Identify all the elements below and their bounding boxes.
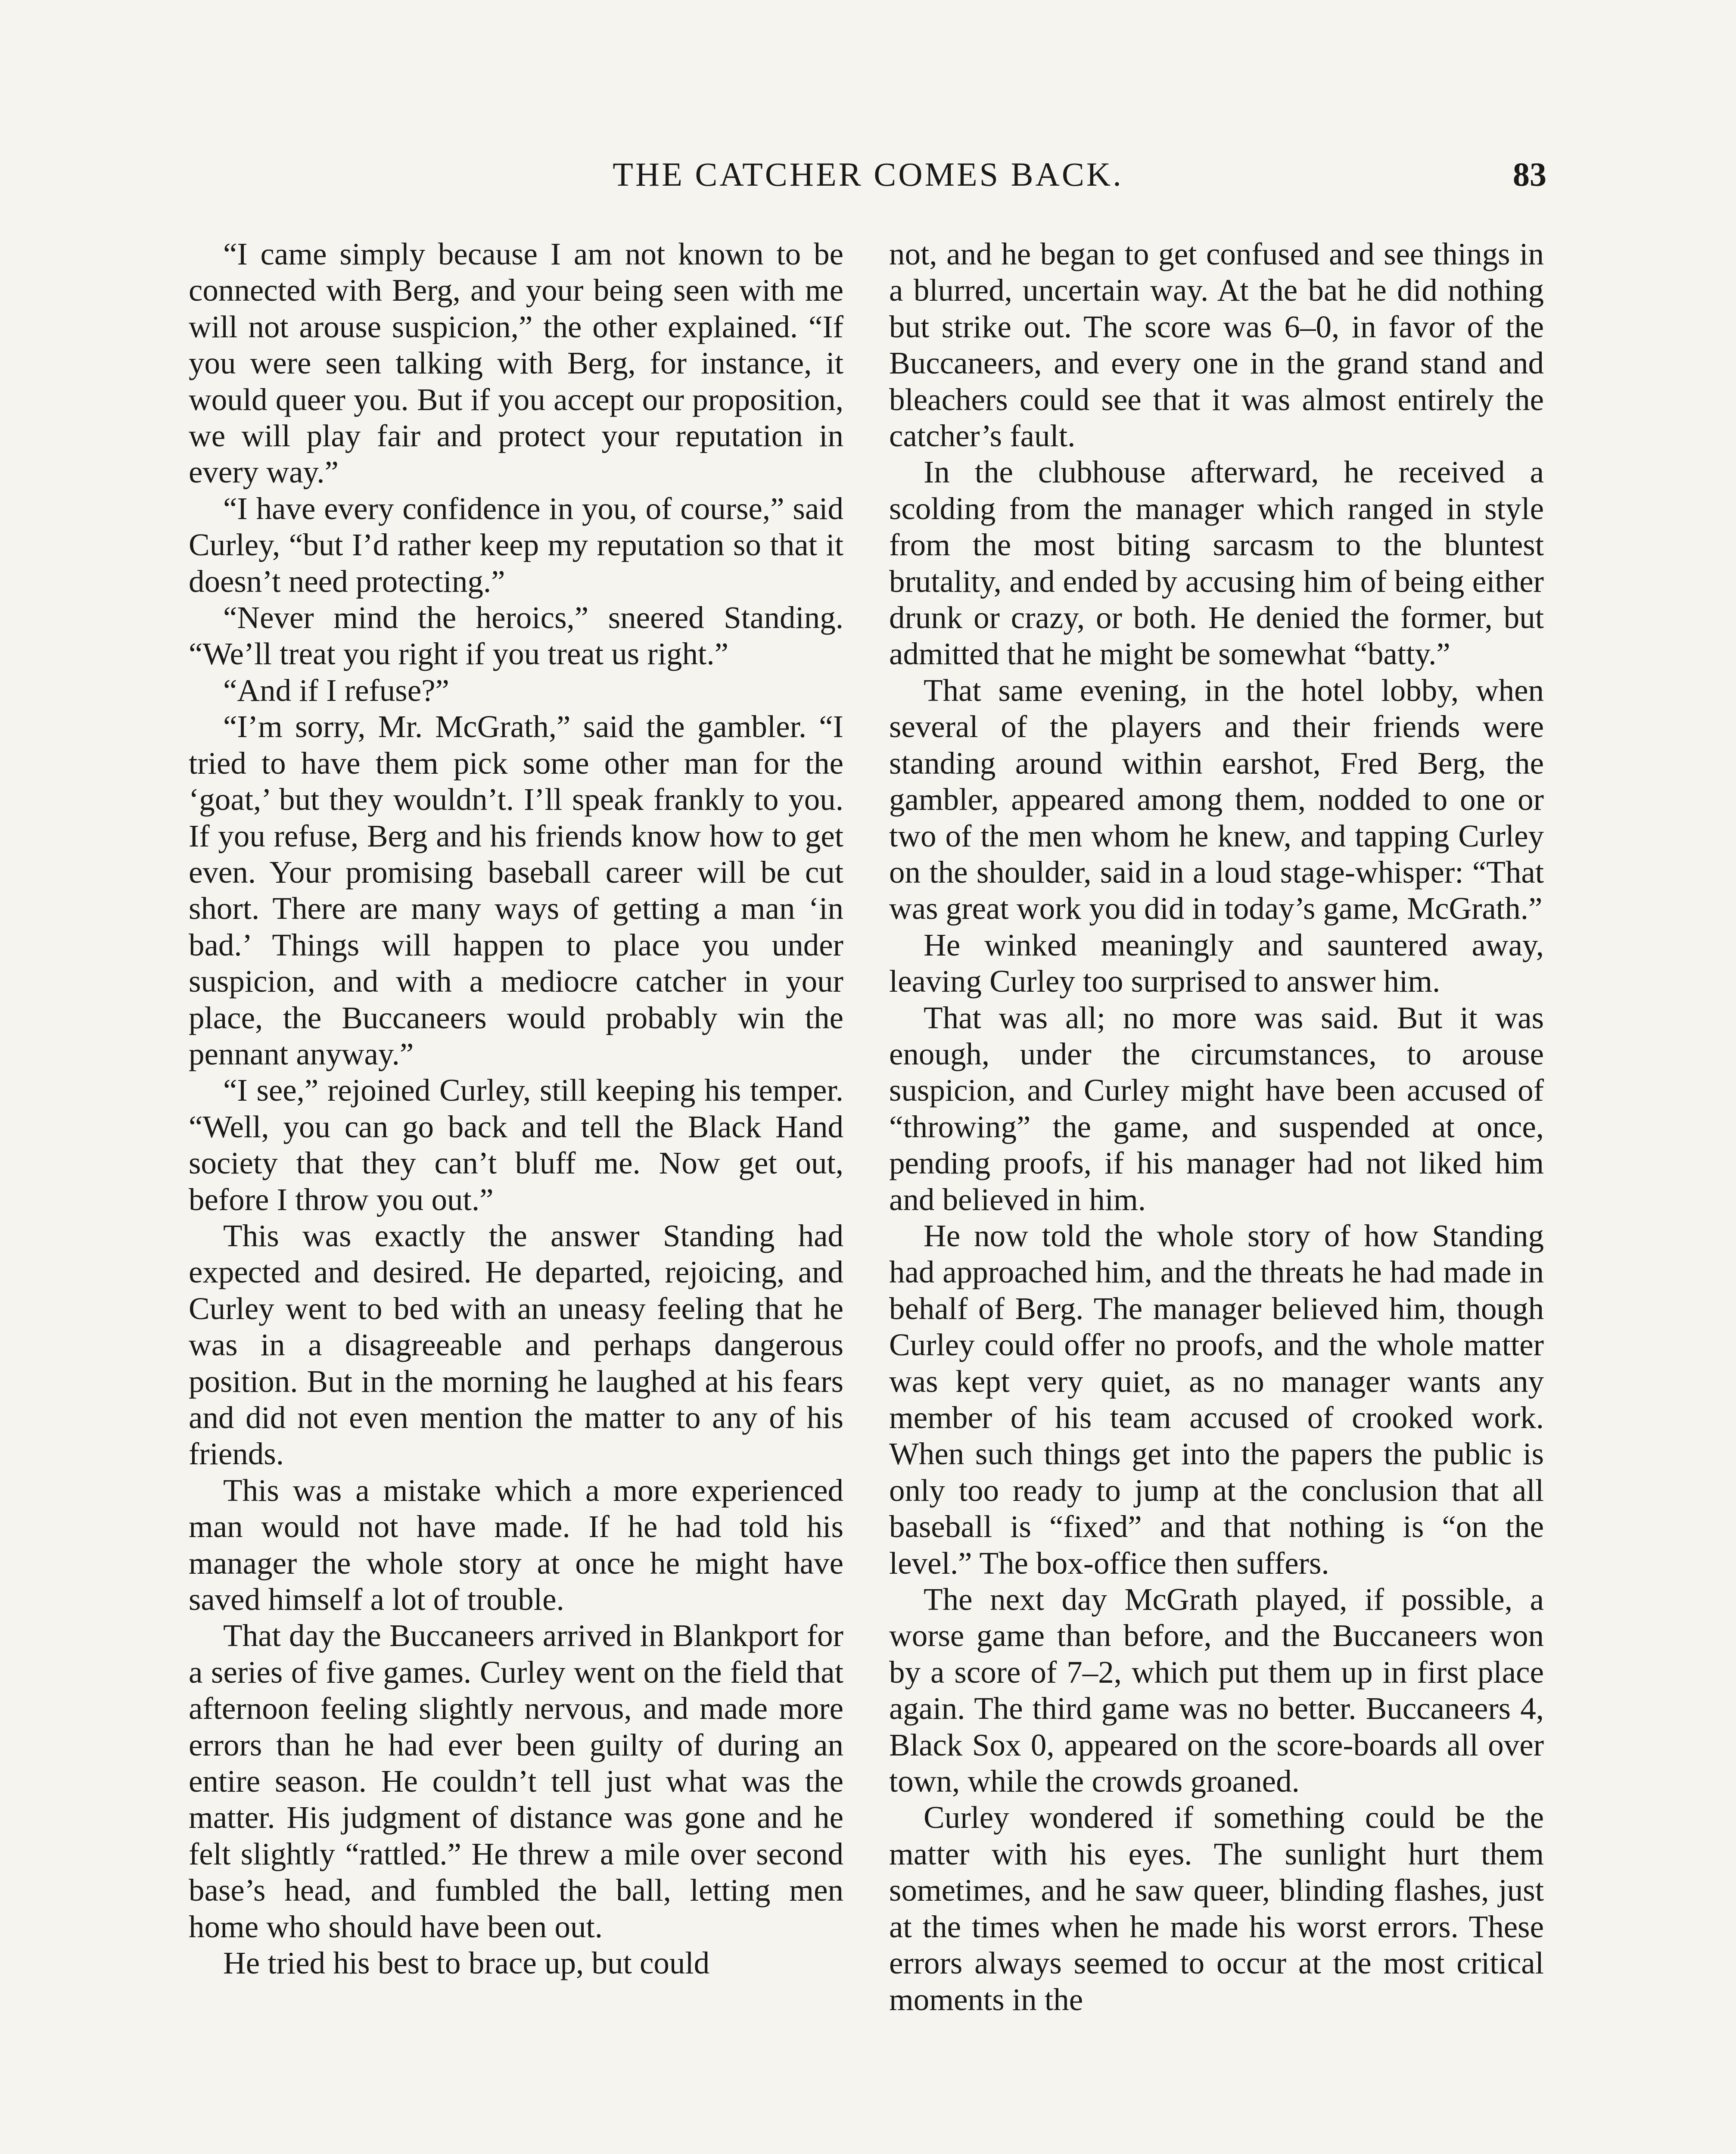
chapter-title: THE CATCHER COMES BACK. (613, 156, 1123, 193)
paragraph: That same evening, in the hotel lobby, when several of the players and their friends were standing around within earshot, Fred Berg, the gambler, appeared among them, nodded to one or two of the men whom he knew, and tapping Curley on the shoulder, said in a loud stage-whisper: “That was great work you did in today’s game, McGrath.” (889, 672, 1544, 926)
paragraph: This was exactly the answer Standing had expected and desired. He departed, rejoicing, and Curley went to bed with an uneasy feeling that he was in a disagreeable and perhaps dangerous position. But in the morning he laughed at his fears and did not even mention the matter to any of his friends. (189, 1218, 843, 1472)
page-number: 83 (1513, 156, 1546, 193)
paragraph: “I’m sorry, Mr. McGrath,” said the gambler. “I tried to have them pick some other man for the ‘goat,’ but they wouldn’t. I’ll speak frankly to you. If you refuse, Berg and his friends know how to get even. Your promising baseball career will be cut short. There are many ways of getting a man ‘in bad.’ Things will happen to place you under suspicion, and with a mediocre catcher in your place, the Buccaneers would probably win the pennant anyway.” (189, 709, 843, 1071)
paragraph: “And if I refuse?” (223, 672, 449, 708)
running-head (190, 155, 1546, 207)
paragraph: That was all; no more was said. But it was enough, under the circumstances, to arouse suspicion, and Curley might have been accused of “throwing” the game, and suspended at once, pending proofs, if his manager had not liked him and believed in him. (889, 1000, 1544, 1217)
paragraph: This was a mistake which a more experienced man would not have made. If he had told his manager the whole story at once he might have saved himself a lot of trouble. (189, 1472, 843, 1617)
paragraph: Curley wondered if something could be the matter with his eyes. The sunlight hurt them sometimes, and he saw queer, blinding flashes, just at the times when he made his worst errors. These errors always seemed to occur at the most critical moments in the (889, 1800, 1544, 2017)
paragraph: “I came simply because I am not known to be connected with Berg, and your being seen with me will not arouse suspicion,” the other explained. “If you were seen talking with Berg, for instance, it would queer you. But if you accept our proposition, we will play fair and protect your reputation in every way.” (189, 237, 843, 490)
paragraph: He tried his best to brace up, but could (223, 1945, 710, 1981)
paragraph: “Never mind the heroics,” sneered Standing. “We’ll treat you right if you treat us right.” (189, 600, 843, 672)
paragraph: “I have every confidence in you, of course,” said Curley, “but I’d rather keep my reputation so that it doesn’t need protecting.” (189, 491, 843, 599)
paragraph: The next day McGrath played, if possible, a worse game than before, and the Buccaneers won by a score of 7–2, which put them up in first place again. The third game was no better. Buccaneers 4, Black Sox 0, appeared on the score-boards all over town, while the crowds groaned. (889, 1582, 1544, 1799)
paragraph: In the clubhouse afterward, he received a scolding from the manager which ranged in style from the most biting sarcasm to the bluntest brutality, and ended by accusing him of being either drunk or crazy, or both. He denied the former, but admitted that he might be somewhat “batty.” (889, 454, 1544, 672)
paragraph: He now told the whole story of how Standing had approached him, and the threats he had made in behalf of Berg. The manager believed him, though Curley could offer no proofs, and the whole matter was kept very quiet, as no manager wants any member of his team accused of crooked work. When such things get into the papers the public is only too ready to jump at the conclusion that all baseball is “fixed” and that nothing is “on the level.” The box-office then suffers. (889, 1218, 1544, 1581)
paragraph: “I see,” rejoined Curley, still keeping his temper. “Well, you can go back and tell the Black Hand society that they can’t bluff me. Now get out, before I throw you out.” (189, 1073, 843, 1217)
paragraph: That day the Buccaneers arrived in Blankport for a series of five games. Curley went on the field that afternoon feeling slightly nervous, and made more errors than he had ever been guilty of during an entire season. He couldn’t tell just what was the matter. His judgment of distance was gone and he felt slightly “rattled.” He threw a mile over second base’s head, and fumbled the ball, letting men home who should have been out. (189, 1618, 843, 1944)
paragraph: He winked meaningly and sauntered away, leaving Curley too surprised to answer him. (889, 927, 1544, 999)
left-column (189, 236, 843, 2154)
paragraph-continuation: not, and he began to get confused and see things in a blurred, uncertain way. At the bat he did nothing but strike out. The score was 6–0, in favor of the Buccaneers, and every one in the grand stand and bleachers could see that it was almost entirely the catcher’s fault. (889, 237, 1544, 454)
right-column (889, 236, 1544, 2154)
